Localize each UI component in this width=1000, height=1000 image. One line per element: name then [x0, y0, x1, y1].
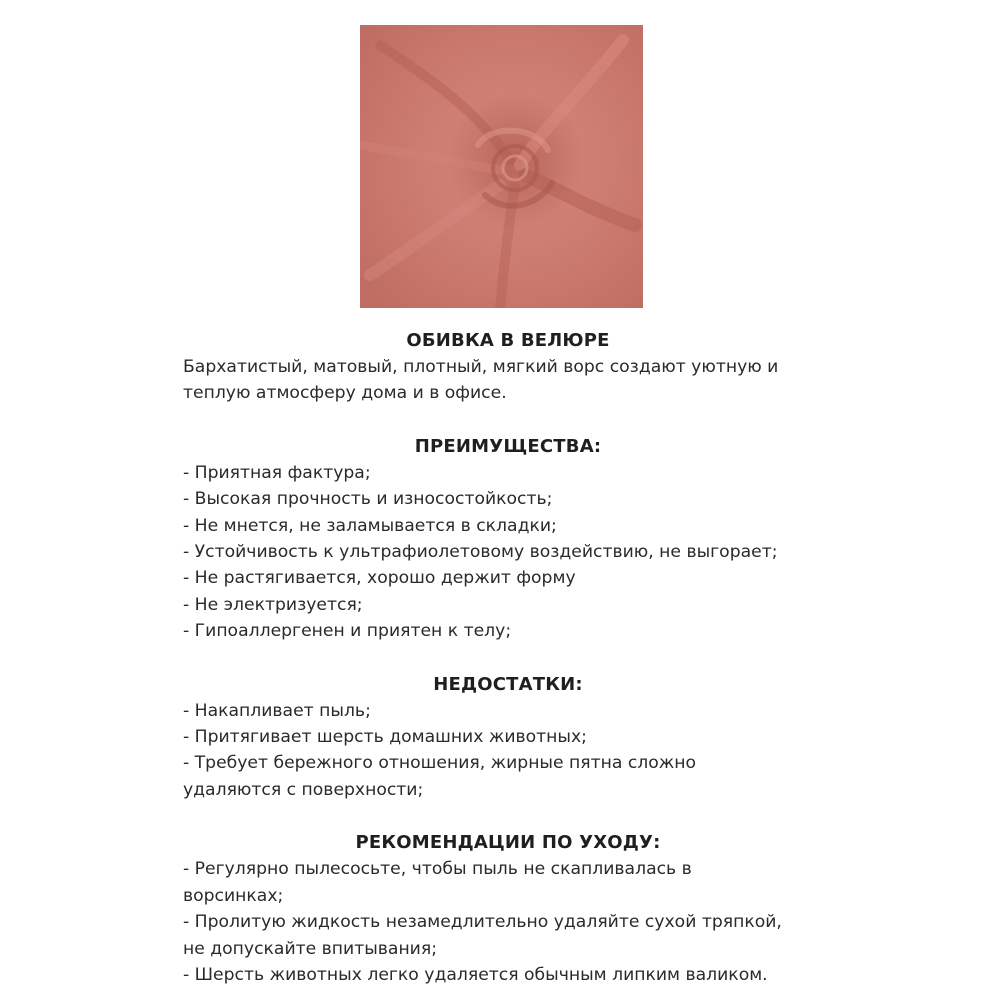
fabric-swirl-icon [360, 25, 643, 308]
list-item: - Требует бережного отношения, жирные пятна сложно [183, 753, 697, 774]
list-item: - Не мнется, не заламывается в складки; [183, 515, 557, 536]
fabric-swatch-image [360, 25, 643, 308]
list-item: - Гипоаллергенен и приятен к телу; [183, 621, 512, 642]
section-heading: РЕКОМЕНДАЦИИ ПО УХОДУ: [355, 832, 661, 854]
list-item: ворсинках; [183, 885, 284, 906]
list-item: - Притягивает шерсть домашних животных; [183, 727, 587, 748]
list-item: - Высокая прочность и износостойкость; [183, 489, 553, 510]
section-care [183, 830, 833, 988]
section-heading: НЕДОСТАТКИ: [433, 673, 583, 695]
text-line: теплую атмосферу дома и в офисе. [183, 383, 507, 404]
list-item: - Приятная фактура; [183, 462, 371, 483]
section-advantages [183, 434, 833, 645]
section-upholstery [183, 328, 833, 407]
list-item: удаляются с поверхности; [183, 779, 424, 800]
text-line: Бархатистый, матовый, плотный, мягкий ворс создают уютную и [183, 357, 779, 377]
list-item: не допускайте впитывания; [183, 938, 437, 959]
list-item: - Регулярно пылесосьте, чтобы пыль не скапливалась в [183, 859, 692, 880]
list-item: - Шерсть животных легко удаляется обычным липким валиком. [183, 964, 768, 985]
list-item: - Не растягивается, хорошо держит форму [183, 568, 576, 589]
section-heading: ПРЕИМУЩЕСТВА: [414, 435, 602, 457]
list-item: - Накапливает пыль; [183, 700, 371, 721]
list-item: - Пролитую жидкость незамедлительно удаляйте сухой тряпкой, [183, 912, 782, 933]
section-heading: ОБИВКА В ВЕЛЮРЕ [406, 330, 610, 351]
description-text [183, 328, 833, 988]
section-disadvantages [183, 672, 833, 804]
list-item: - Не электризуется; [183, 594, 363, 615]
list-item: - Устойчивость к ультрафиолетовому воздействию, не выгорает; [183, 542, 778, 563]
